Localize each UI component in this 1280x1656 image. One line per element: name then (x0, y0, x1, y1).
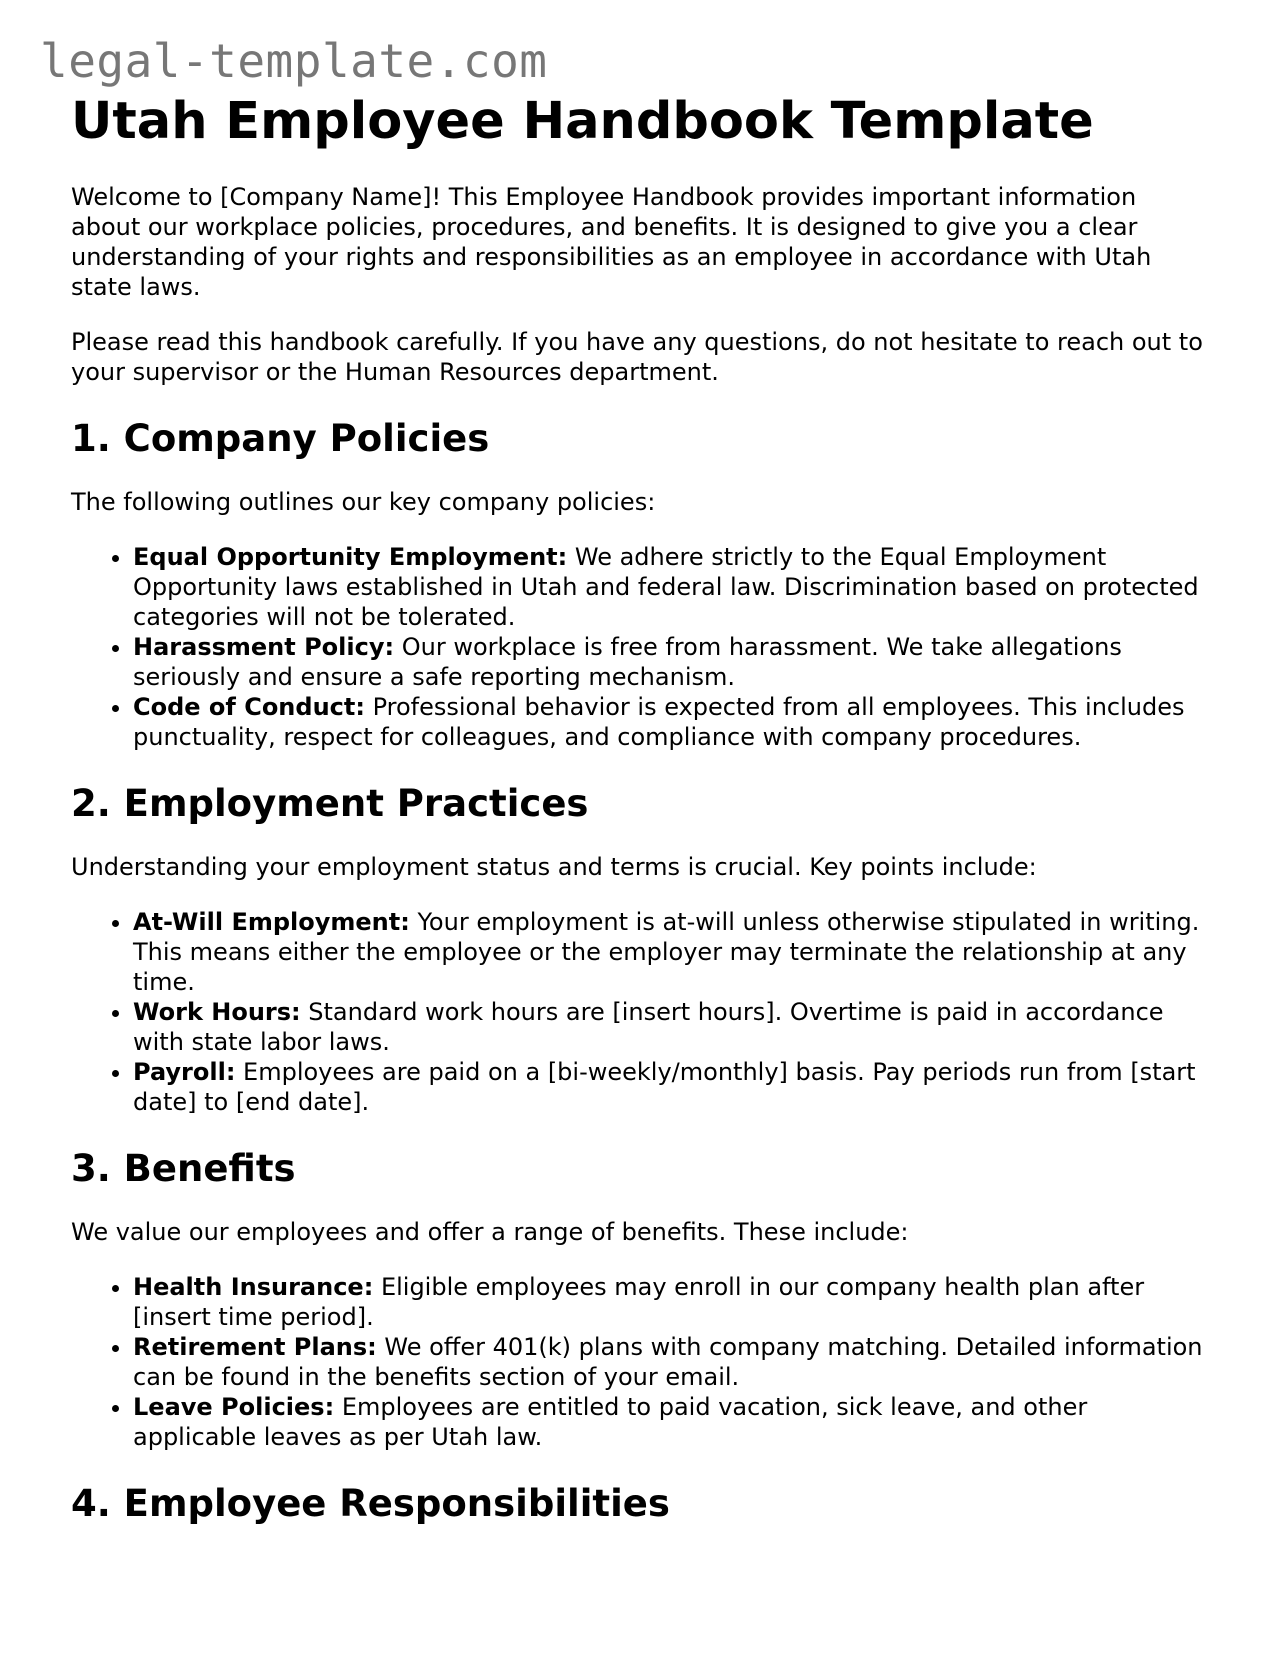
list-item-label: Health Insurance: (133, 1273, 374, 1301)
section-heading-company-policies: 1. Company Policies (71, 417, 490, 460)
section-heading-benefits: 3. Benefits (71, 1147, 296, 1190)
list-item-label: Payroll: (133, 1058, 236, 1086)
list-item-label: Leave Policies: (133, 1393, 335, 1421)
list-item-text: Employees are paid on a [bi-weekly/monthly] basis. Pay periods run from [start date] to [end date]. (133, 1058, 1196, 1116)
list-item (133, 632, 1211, 692)
list-item-label: Work Hours: (133, 998, 301, 1026)
list-item-label: Retirement Plans: (133, 1333, 377, 1361)
list-item (133, 1332, 1211, 1392)
watermark: legal-template.com (40, 34, 548, 88)
document-body (71, 88, 1211, 1552)
list-item (133, 692, 1211, 752)
list-item (133, 1392, 1211, 1452)
list-item-text: Our workplace is free from harassment. We take allegations seriously and ensure a safe reporting mechanism. (133, 633, 1122, 691)
section-lead: Understanding your employment status and terms is crucial. Key points include: (71, 853, 1037, 881)
intro-paragraph: Welcome to [Company Name]! This Employee Handbook provides important information about our workplace policies, procedures, and benefits. It is designed to give you a clear understanding of your rights and responsibilities as an employee in accordance with Utah state laws. (71, 183, 1152, 301)
list-item-text: Standard work hours are [insert hours]. Overtime is paid in accordance with state labor laws. (133, 998, 1164, 1056)
list-item (133, 997, 1211, 1057)
list-item-text: Professional behavior is expected from all employees. This includes punctuality, respect for colleagues, and compliance with company procedures. (133, 693, 1185, 751)
section-heading-employee-responsibilities: 4. Employee Responsibilities (71, 1482, 670, 1525)
list-item-label: At-Will Employment: (133, 908, 410, 936)
list-item-text: Eligible employees may enroll in our company health plan after [insert time period]. (133, 1273, 1145, 1331)
policy-list (71, 542, 1211, 752)
employment-list (71, 907, 1211, 1117)
list-item-text: Employees are entitled to paid vacation, sick leave, and other applicable leaves as per Utah law. (133, 1393, 1088, 1451)
list-item-text: We offer 401(k) plans with company matching. Detailed information can be found in the benefits section of your email. (133, 1333, 1203, 1391)
list-item-label: Code of Conduct: (133, 693, 365, 721)
section-heading-employment-practices: 2. Employment Practices (71, 782, 589, 825)
list-item (133, 542, 1211, 632)
list-item-label: Equal Opportunity Employment: (133, 543, 568, 571)
list-item-text: We adhere strictly to the Equal Employment Opportunity laws established in Utah and federal law. Discrimination based on protected categories will not be tolerated. (133, 543, 1199, 631)
benefits-list (71, 1272, 1211, 1452)
intro-paragraph: Please read this handbook carefully. If you have any questions, do not hesitate to reach out to your supervisor or the Human Resources department. (71, 328, 1203, 386)
section-lead: The following outlines our key company policies: (71, 488, 656, 516)
list-item (133, 907, 1211, 997)
page-title: Utah Employee Handbook Template (71, 92, 1094, 151)
list-item (133, 1272, 1211, 1332)
list-item (133, 1057, 1211, 1117)
list-item-text: Your employment is at-will unless otherwise stipulated in writing. This means either the employee or the employer may terminate the relationship at any time. (133, 908, 1200, 996)
section-lead: We value our employees and offer a range of benefits. These include: (71, 1218, 909, 1246)
list-item-label: Harassment Policy: (133, 633, 395, 661)
